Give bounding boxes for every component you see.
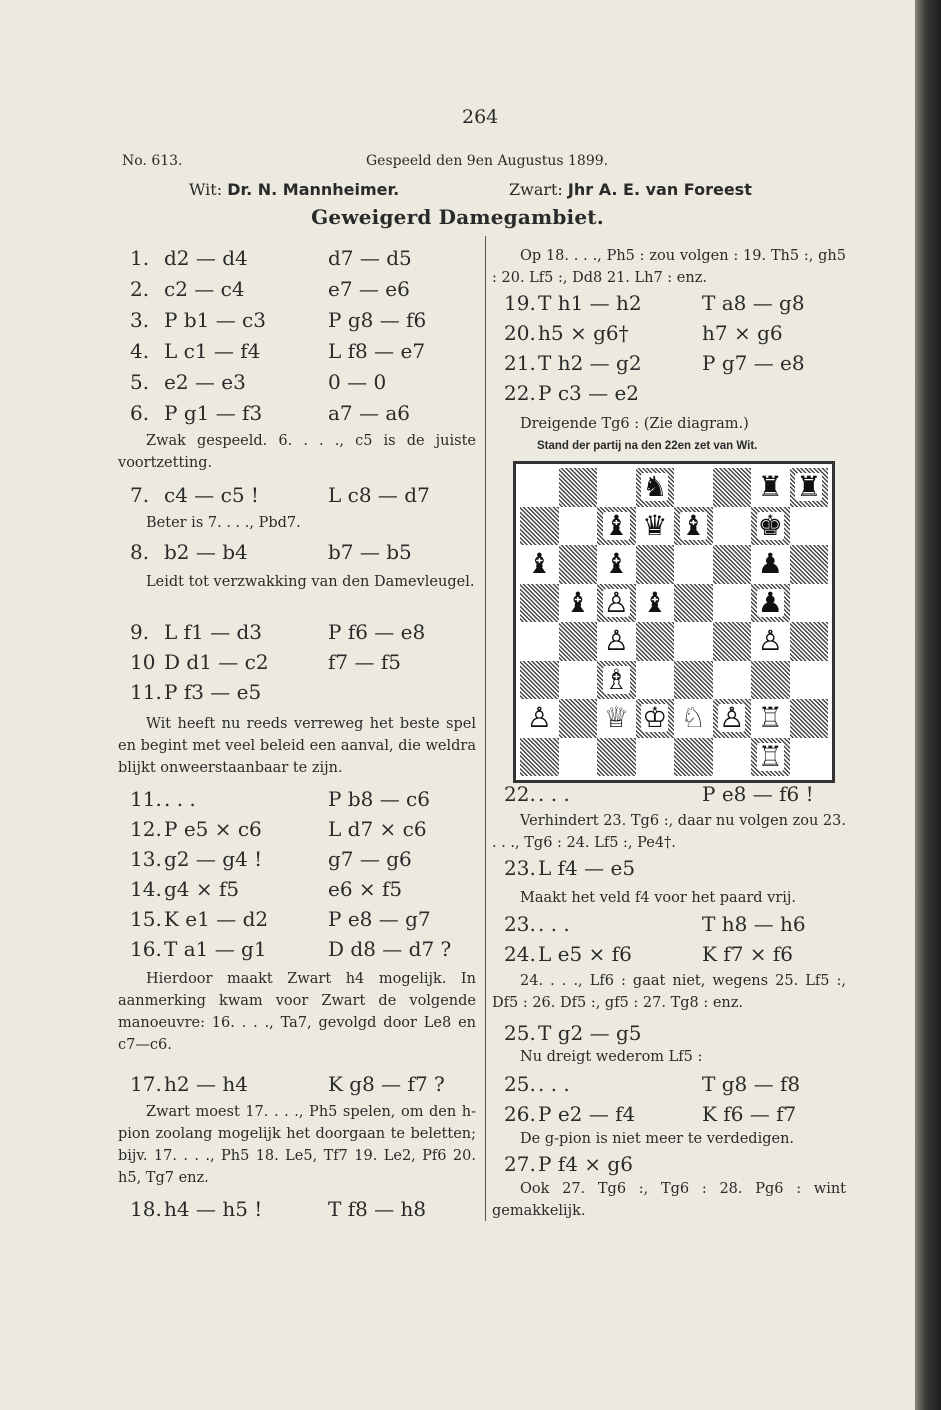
black-move: T h8 — h6 xyxy=(702,912,806,936)
move-number: 27. xyxy=(504,1152,536,1176)
annotation-paragraph: Verhindert 23. Tg6 :, daar nu volgen zou 23. . . ., Tg6 : 24. Lf5 :, Pe4†. xyxy=(492,813,846,851)
game-date: Gespeeld den 9en Augustus 1899. xyxy=(366,153,609,169)
move-number: 22. xyxy=(504,381,536,405)
black-move: L c8 — d7 xyxy=(328,483,430,507)
white-move: T a1 — g1 xyxy=(164,937,267,961)
black-player: Zwart: Jhr A. E. van Foreest xyxy=(509,180,752,199)
move-row xyxy=(492,1021,846,1047)
move-row xyxy=(118,937,476,963)
white-move: P f4 × g6 xyxy=(538,1152,633,1176)
white-move: e2 — e3 xyxy=(164,370,246,394)
black-move: e7 — e6 xyxy=(328,277,410,301)
move-row xyxy=(118,401,476,427)
annotation-paragraph: Zwart moest 17. . . ., Ph5 spelen, om den h-pion zoolang mogelijk het doorgaan te beletten; bijv. 17. . . ., Ph5 18. Le5, Tf7 19. Le2, Pf6 20. h5, Tg7 enz. xyxy=(118,1104,476,1186)
board-square xyxy=(636,545,675,584)
chess-piece-icon: ♝ xyxy=(526,547,552,581)
chess-piece-icon: ♞ xyxy=(642,470,668,504)
annotation-text xyxy=(118,430,476,474)
book-spine-edge xyxy=(915,0,941,1410)
column-divider xyxy=(485,236,486,1221)
board-square xyxy=(559,584,598,623)
board-square xyxy=(751,584,790,623)
annotation-paragraph: Maakt het veld f4 voor het paard vrij. xyxy=(520,890,797,906)
annotation-paragraph: Ook 27. Tg6 :, Tg6 : 28. Pg6 : wint gemakkelijk. xyxy=(492,1181,846,1219)
board-square xyxy=(520,738,559,777)
black-move: P b8 — c6 xyxy=(328,787,430,811)
black-move: P g8 — f6 xyxy=(328,308,427,332)
white-move: L f1 — d3 xyxy=(164,620,263,644)
board-square xyxy=(597,661,636,700)
move-number: 24. xyxy=(504,942,536,966)
black-move: T f8 — h8 xyxy=(328,1197,427,1221)
board-square xyxy=(674,622,713,661)
move-row xyxy=(118,1072,476,1098)
annotation-paragraph: Op 18. . . ., Ph5 : zou volgen : 19. Th5 :, gh5 : 20. Lf5 :, Dd8 21. Lh7 : enz. xyxy=(492,248,846,286)
move-number: 5. xyxy=(130,370,150,394)
annotation-text xyxy=(492,970,846,1014)
black-move: K g8 — f7 ? xyxy=(328,1072,445,1096)
white-move: c4 — c5 ! xyxy=(164,483,259,507)
page-number: 264 xyxy=(462,106,499,128)
move-row xyxy=(118,339,476,365)
annotation-text xyxy=(118,713,476,779)
move-row xyxy=(118,907,476,933)
chess-board-grid xyxy=(520,468,828,776)
board-square xyxy=(597,622,636,661)
move-number: 9. xyxy=(130,620,150,644)
board-square xyxy=(713,738,752,777)
move-row xyxy=(492,912,846,938)
board-square xyxy=(597,584,636,623)
black-move: L f8 — e7 xyxy=(328,339,426,363)
black-move: D d8 — d7 ? xyxy=(328,937,452,961)
move-row xyxy=(118,308,476,334)
board-square xyxy=(520,507,559,546)
black-move: P g7 — e8 xyxy=(702,351,805,375)
white-move: P e2 — f4 xyxy=(538,1102,636,1126)
black-player-name: Jhr A. E. van Foreest xyxy=(567,180,752,199)
board-square xyxy=(713,661,752,700)
chess-piece-icon: ♜ xyxy=(796,470,822,504)
move-number: 17. xyxy=(130,1072,162,1096)
chess-piece-icon: ♙ xyxy=(719,701,745,735)
chess-piece-icon: ♟ xyxy=(757,585,783,619)
move-row xyxy=(118,540,476,566)
annotation-paragraph: Dreigende Tg6 : (Zie diagram.) xyxy=(520,416,749,432)
chess-piece-icon: ♜ xyxy=(757,470,783,504)
board-square xyxy=(674,699,713,738)
move-number: 1. xyxy=(130,246,150,270)
move-number: 21. xyxy=(504,351,536,375)
move-number: 26. xyxy=(504,1102,536,1126)
move-number: 25. xyxy=(504,1021,536,1045)
move-number: 14. xyxy=(130,877,162,901)
board-square xyxy=(751,661,790,700)
board-square xyxy=(636,738,675,777)
move-number: 10 xyxy=(130,650,156,674)
move-number: 15. xyxy=(130,907,162,931)
annotation-text xyxy=(492,1046,846,1068)
annotation-text xyxy=(118,968,476,1056)
white-player-name: Dr. N. Mannheimer. xyxy=(227,180,400,199)
white-move: T g2 — g5 xyxy=(538,1021,642,1045)
black-move: b7 — b5 xyxy=(328,540,412,564)
annotation-text xyxy=(492,887,846,909)
annotation-paragraph: Wit heeft nu reeds verreweg het beste spel en begint met veel beleid een aanval, die weldra blijkt onweerstaanbaar te zijn. xyxy=(118,716,476,776)
white-move: . . . xyxy=(164,787,196,811)
board-square xyxy=(636,699,675,738)
white-move: T h1 — h2 xyxy=(538,291,642,315)
annotation-text xyxy=(118,1101,476,1189)
chess-piece-icon: ♖ xyxy=(757,701,783,735)
annotation-paragraph: De g-pion is niet meer te verdedigen. xyxy=(520,1131,795,1147)
black-move: e6 × f5 xyxy=(328,877,403,901)
move-row xyxy=(492,1152,846,1178)
move-row xyxy=(118,680,476,706)
board-square xyxy=(751,622,790,661)
black-move: K f6 — f7 xyxy=(702,1102,797,1126)
move-row xyxy=(118,277,476,303)
white-move: h2 — h4 xyxy=(164,1072,248,1096)
move-number: 16. xyxy=(130,937,162,961)
annotation-text xyxy=(492,245,846,289)
board-square xyxy=(636,468,675,507)
move-number: 19. xyxy=(504,291,536,315)
white-move: K e1 — d2 xyxy=(164,907,269,931)
white-move: c2 — c4 xyxy=(164,277,245,301)
white-move: h5 × g6† xyxy=(538,321,629,345)
board-square xyxy=(559,468,598,507)
board-square xyxy=(597,545,636,584)
board-square xyxy=(674,584,713,623)
chess-piece-icon: ♝ xyxy=(565,585,591,619)
chess-piece-icon: ♙ xyxy=(757,624,783,658)
board-square xyxy=(559,545,598,584)
board-square xyxy=(674,545,713,584)
black-move: T a8 — g8 xyxy=(702,291,805,315)
annotation-text xyxy=(118,512,476,534)
black-move: 0 — 0 xyxy=(328,370,387,394)
annotation-paragraph: Beter is 7. . . ., Pbd7. xyxy=(146,515,301,531)
board-square xyxy=(790,738,829,777)
white-move: h4 — h5 ! xyxy=(164,1197,263,1221)
board-square xyxy=(597,699,636,738)
board-square xyxy=(636,661,675,700)
annotation-paragraph: Hierdoor maakt Zwart h4 mogelijk. In aanmerking kwam voor Zwart de volgende manoeuvre: 16. . . ., Ta7, gevolgd door Le8 en c7—c6. xyxy=(118,971,476,1053)
white-move: b2 — b4 xyxy=(164,540,248,564)
white-move: T h2 — g2 xyxy=(538,351,642,375)
board-square xyxy=(559,622,598,661)
black-move: K f7 × f6 xyxy=(702,942,794,966)
chess-piece-icon: ♛ xyxy=(642,508,668,542)
annotation-paragraph: Zwak gespeeld. 6. . . ., c5 is de juiste voortzetting. xyxy=(118,433,476,471)
board-square xyxy=(597,738,636,777)
board-square xyxy=(674,738,713,777)
move-number: 11. xyxy=(130,787,162,811)
annotation-text xyxy=(492,413,846,435)
move-number: 12. xyxy=(130,817,162,841)
move-number: 25. xyxy=(504,1072,536,1096)
move-number: 6. xyxy=(130,401,150,425)
black-move: g7 — g6 xyxy=(328,847,412,871)
black-move: h7 × g6 xyxy=(702,321,783,345)
move-row xyxy=(492,321,846,347)
white-move: L f4 — e5 xyxy=(538,856,636,880)
board-square xyxy=(674,507,713,546)
board-square xyxy=(790,584,829,623)
white-move: L c1 — f4 xyxy=(164,339,261,363)
move-row xyxy=(118,817,476,843)
move-row xyxy=(492,1072,846,1098)
move-row xyxy=(492,291,846,317)
move-row xyxy=(492,381,846,407)
black-move: d7 — d5 xyxy=(328,246,412,270)
black-move: P f6 — e8 xyxy=(328,620,426,644)
black-move: P e8 — g7 xyxy=(328,907,431,931)
board-square xyxy=(790,507,829,546)
board-square xyxy=(597,468,636,507)
annotation-text xyxy=(492,810,846,854)
board-square xyxy=(520,661,559,700)
board-square xyxy=(751,507,790,546)
board-square xyxy=(790,468,829,507)
board-square xyxy=(520,468,559,507)
board-square xyxy=(751,468,790,507)
board-square xyxy=(713,468,752,507)
chess-piece-icon: ♝ xyxy=(603,508,629,542)
board-square xyxy=(790,545,829,584)
move-row xyxy=(118,650,476,676)
move-number: 13. xyxy=(130,847,162,871)
white-move: P b1 — c3 xyxy=(164,308,266,332)
board-square xyxy=(636,507,675,546)
board-square xyxy=(520,699,559,738)
move-row xyxy=(118,787,476,813)
chess-piece-icon: ♙ xyxy=(526,701,552,735)
white-move: D d1 — c2 xyxy=(164,650,269,674)
white-move: . . . xyxy=(538,912,570,936)
board-square xyxy=(520,622,559,661)
board-square xyxy=(751,738,790,777)
board-square xyxy=(520,545,559,584)
chess-piece-icon: ♔ xyxy=(642,701,668,735)
board-square xyxy=(790,661,829,700)
board-square xyxy=(790,699,829,738)
move-number: 4. xyxy=(130,339,150,363)
white-move: P g1 — f3 xyxy=(164,401,263,425)
diagram-caption: Stand der partij na den 22en zet van Wit. xyxy=(537,440,758,452)
move-number: 7. xyxy=(130,483,150,507)
annotation-paragraph: 24. . . ., Lf6 : gaat niet, wegens 25. Lf5 :, Df5 : 26. Df5 :, gf5 : 27. Tg8 : enz. xyxy=(492,973,846,1011)
white-move: . . . xyxy=(538,1072,570,1096)
move-number: 8. xyxy=(130,540,150,564)
black-move: f7 — f5 xyxy=(328,650,401,674)
move-row xyxy=(492,942,846,968)
move-number: 23. xyxy=(504,912,536,936)
chess-piece-icon: ♟ xyxy=(757,547,783,581)
move-row xyxy=(118,620,476,646)
annotation-text xyxy=(118,571,476,593)
move-row xyxy=(492,782,846,808)
chess-piece-icon: ♝ xyxy=(642,585,668,619)
chess-diagram xyxy=(513,461,835,783)
white-move: g4 × f5 xyxy=(164,877,240,901)
board-square xyxy=(713,507,752,546)
white-move: . . . xyxy=(538,782,570,806)
board-square xyxy=(751,545,790,584)
chess-piece-icon: ♕ xyxy=(603,701,629,735)
black-move: T g8 — f8 xyxy=(702,1072,801,1096)
black-move: L d7 × c6 xyxy=(328,817,427,841)
board-square xyxy=(520,584,559,623)
move-row xyxy=(118,246,476,272)
move-number: 22. xyxy=(504,782,536,806)
board-square xyxy=(713,699,752,738)
board-square xyxy=(674,468,713,507)
annotation-paragraph: Nu dreigt wederom Lf5 : xyxy=(520,1049,703,1065)
board-square xyxy=(559,738,598,777)
move-row xyxy=(118,483,476,509)
white-move: L e5 × f6 xyxy=(538,942,632,966)
game-number: No. 613. xyxy=(122,153,183,169)
move-number: 20. xyxy=(504,321,536,345)
white-move: P f3 — e5 xyxy=(164,680,262,704)
board-square xyxy=(790,622,829,661)
opening-title: Geweigerd Damegambiet. xyxy=(311,205,604,229)
move-row xyxy=(492,1102,846,1128)
move-row xyxy=(118,847,476,873)
board-square xyxy=(751,699,790,738)
board-square xyxy=(713,584,752,623)
white-move: P c3 — e2 xyxy=(538,381,640,405)
black-move: P e8 — f6 ! xyxy=(702,782,814,806)
board-square xyxy=(713,622,752,661)
chess-piece-icon: ♘ xyxy=(680,701,706,735)
move-number: 11. xyxy=(130,680,162,704)
chess-piece-icon: ♝ xyxy=(680,508,706,542)
move-row xyxy=(118,877,476,903)
board-square xyxy=(597,507,636,546)
annotation-paragraph: Leidt tot verzwakking van den Damevleugel. xyxy=(146,574,475,590)
chess-piece-icon: ♙ xyxy=(603,585,629,619)
board-square xyxy=(713,545,752,584)
board-square xyxy=(559,507,598,546)
chess-piece-icon: ♙ xyxy=(603,624,629,658)
board-square xyxy=(636,584,675,623)
white-move: g2 — g4 ! xyxy=(164,847,263,871)
white-move: P e5 × c6 xyxy=(164,817,262,841)
board-square xyxy=(559,699,598,738)
move-number: 3. xyxy=(130,308,150,332)
board-square xyxy=(636,622,675,661)
move-row xyxy=(492,856,846,882)
white-player: Wit: Dr. N. Mannheimer. xyxy=(189,180,400,199)
annotation-text xyxy=(492,1178,846,1222)
chess-piece-icon: ♚ xyxy=(757,508,783,542)
board-square xyxy=(674,661,713,700)
annotation-text xyxy=(492,1128,846,1150)
move-number: 18. xyxy=(130,1197,162,1221)
chess-piece-icon: ♖ xyxy=(757,739,783,773)
move-number: 23. xyxy=(504,856,536,880)
move-number: 2. xyxy=(130,277,150,301)
move-row xyxy=(492,351,846,377)
black-move: a7 — a6 xyxy=(328,401,411,425)
chess-piece-icon: ♝ xyxy=(603,547,629,581)
move-row xyxy=(118,370,476,396)
move-row xyxy=(118,1197,476,1223)
chess-piece-icon: ♗ xyxy=(603,662,629,696)
board-square xyxy=(559,661,598,700)
white-move: d2 — d4 xyxy=(164,246,248,270)
